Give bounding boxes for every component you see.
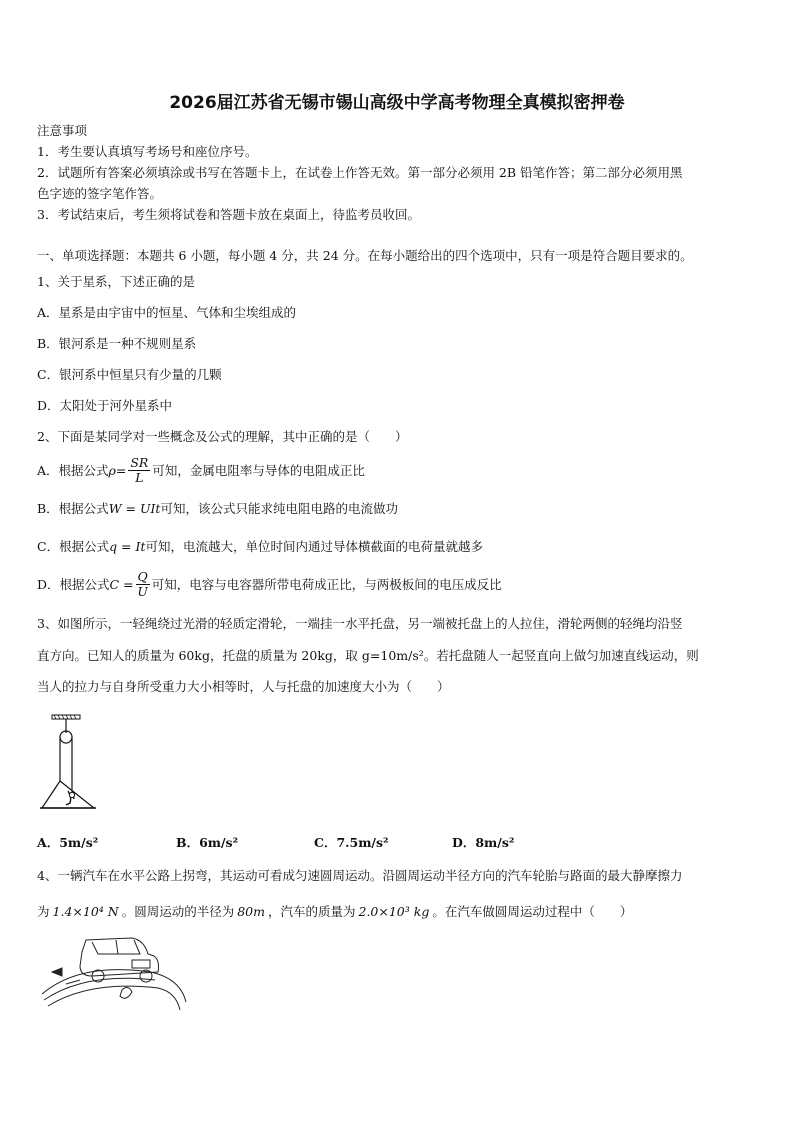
- q2-d-text: 可知，电容与电容器所带电荷成正比，与两极板间的电压成反比: [151, 577, 502, 592]
- notice-item: 1．考生要认真填写考场号和座位序号。: [37, 144, 258, 159]
- question-3-line: 当人的拉力与自身所受重力大小相等时，人与托盘的加速度大小为（ ）: [37, 679, 450, 694]
- question-1-stem: 1、关于星系，下述正确的是: [37, 274, 195, 289]
- question-2-stem: 2、下面是某同学对一些概念及公式的理解，其中正确的是（ ）: [37, 429, 408, 444]
- q2-d-numerator: Q: [137, 569, 148, 585]
- q4-text: 。在汽车做圆周运动过程中（ ）: [432, 904, 633, 919]
- q2-b-formula: W = UIt: [108, 501, 161, 516]
- q1-option-b: B．银河系是一种不规则星系: [37, 336, 197, 351]
- q4-text: 。圆周运动的半径为: [121, 904, 235, 919]
- q2-c-formula: q = It: [109, 539, 146, 554]
- q1-option-d: D．太阳处于河外星系中: [37, 398, 173, 413]
- q3-option-a: A．5m/s²: [37, 835, 99, 850]
- q2-d-fraction: [136, 570, 150, 597]
- q4-text: ，汽车的质量为: [267, 904, 356, 919]
- q4-force: 1.4×10⁴ N: [52, 904, 119, 919]
- notice-item: 色字迹的签字笔作答。: [37, 186, 163, 201]
- question-4-line: [37, 902, 632, 920]
- q2-a-text: 可知，金属电阻率与导体的电阻成正比: [152, 463, 365, 478]
- q2-b-text: 可知，该公式只能求纯电阻电路的电流做功: [160, 501, 398, 516]
- notice-item: 3．考试结束后，考生须将试卷和答题卡放在桌面上，待监考员收回。: [37, 207, 420, 222]
- q3-option-d: D．8m/s²: [452, 835, 515, 850]
- section-heading: 一、单项选择题：本题共 6 小题，每小题 4 分，共 24 分。在每小题给出的四个选项中，只有一项是符合题目要求的。: [37, 248, 693, 263]
- q4-mass: 2.0×10³ kg: [358, 904, 430, 919]
- question-3-line: 3、如图所示，一轻绳绕过光滑的轻质定滑轮，一端挂一水平托盘，另一端被托盘上的人拉住，滑轮两侧的轻绳均沿竖: [37, 616, 683, 631]
- q2-a-fraction: [128, 456, 150, 483]
- q1-option-a: A．星系是由宇宙中的恒星、气体和尘埃组成的: [37, 305, 297, 320]
- q2-d-c: C =: [109, 576, 134, 592]
- pulley-diagram: [38, 713, 108, 813]
- q1-option-c: C．银河系中恒星只有少量的几颗: [37, 367, 222, 382]
- car-turning-illustration: [40, 932, 190, 1012]
- q3-option-c: C．7.5m/s²: [314, 835, 389, 850]
- q2-a-prefix: A．根据公式: [37, 463, 109, 478]
- q3-option-b: B．6m/s²: [176, 835, 239, 850]
- question-3-line: 直方向。已知人的质量为 60kg，托盘的质量为 20kg，取 g=10m/s²。若托盘随人一起竖直向上做匀加速直线运动，则: [37, 648, 699, 663]
- q2-option-a: [37, 452, 365, 488]
- q2-c-prefix: C．根据公式: [37, 539, 110, 554]
- q2-option-b: [37, 499, 398, 517]
- q2-a-rho: ρ=: [108, 462, 127, 478]
- question-4-line: 4、一辆汽车在水平公路上拐弯，其运动可看成匀速圆周运动。沿圆周运动半径方向的汽车轮胎与路面的最大静摩擦力: [37, 868, 683, 883]
- notice-item: 2．试题所有答案必须填涂或书写在答题卡上，在试卷上作答无效。第一部分必须用 2B 铅笔作答；第二部分必须用黑: [37, 165, 683, 180]
- q2-b-prefix: B．根据公式: [37, 501, 109, 516]
- q2-option-c: [37, 537, 483, 555]
- q2-a-denominator: L: [135, 469, 144, 485]
- q2-d-prefix: D．根据公式: [37, 577, 110, 592]
- q2-c-text: 可知，电流越大，单位时间内通过导体横截面的电荷量就越多: [145, 539, 483, 554]
- notice-heading: 注意事项: [37, 123, 88, 138]
- page-title: 2026届江苏省无锡市锡山高级中学高考物理全真模拟密押卷: [169, 93, 625, 113]
- q2-d-denominator: U: [137, 583, 148, 599]
- q4-radius: 80m: [237, 904, 265, 919]
- q2-a-numerator: SR: [130, 455, 149, 471]
- q4-text: 为: [37, 904, 50, 919]
- q2-option-d: [37, 566, 502, 602]
